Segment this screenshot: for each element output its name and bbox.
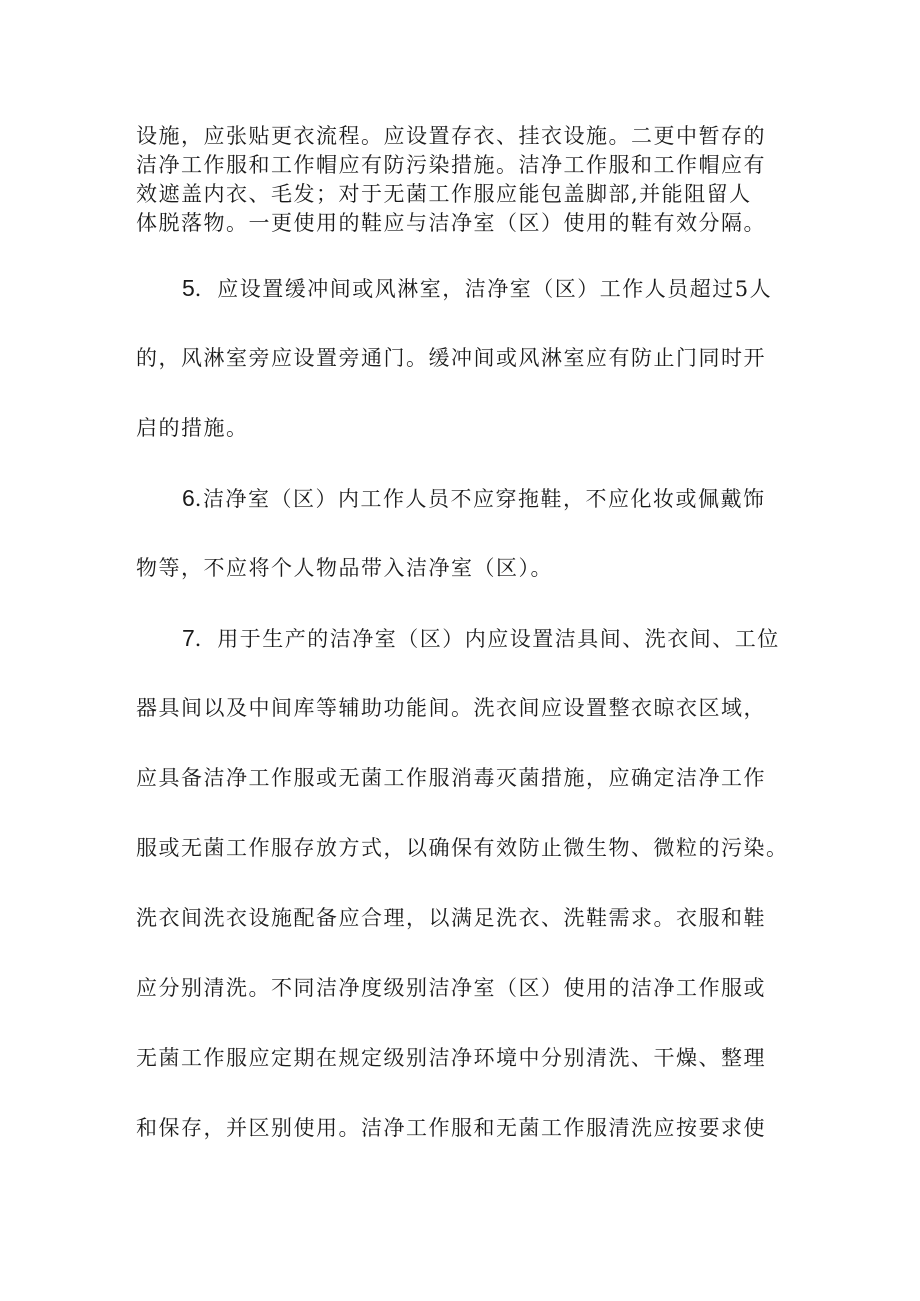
paragraph-line: 体脱落物。一更使用的鞋应与洁净室（区）使用的鞋有效分隔。 <box>136 211 766 235</box>
item-6-first-line <box>182 487 765 510</box>
item-text: .洁净室（区）内工作人员不应穿拖鞋，不应化妆或佩戴饰 <box>194 487 766 511</box>
paragraph-line: 服或无菌工作服存放方式，以确保有效防止微生物、微粒的污染。 <box>136 836 789 860</box>
item-5-first-line <box>182 277 772 300</box>
paragraph-line: 器具间以及中间库等辅助功能间。洗衣间应设置整衣晾衣区域， <box>136 696 766 720</box>
paragraph-line: 的，风淋室旁应设置旁通门。缓冲间或风淋室应有防止门同时开 <box>136 346 766 370</box>
paragraph-line: 和保存，并区别使用。洁净工作服和无菌工作服清洗应按要求使 <box>136 1116 766 1140</box>
paragraph-line: 效遮盖内衣、毛发；对于无菌工作服应能包盖脚部,并能阻留人 <box>136 182 752 206</box>
paragraph-line: 物等，不应将个人物品带入洁净室（区）。 <box>136 556 553 580</box>
paragraph-line: 启的措施。 <box>136 416 249 440</box>
paragraph-line: 洗衣间洗衣设施配备应合理，以满足洗衣、洗鞋需求。衣服和鞋 <box>136 906 766 930</box>
paragraph-line: 洁净工作服和工作帽应有防污染措施。洁净工作服和工作帽应有 <box>136 153 766 177</box>
paragraph-line: 应分别清洗。不同洁净度级别洁净室（区）使用的洁净工作服或 <box>136 976 766 1000</box>
item-7-first-line <box>182 627 780 650</box>
item-number: 6 <box>182 485 195 511</box>
item-number: 7 <box>182 625 195 651</box>
item-text: ．应设置缓冲间或风淋室，洁净室（区）工作人员超过5人 <box>194 277 773 301</box>
item-text: ．用于生产的洁净室（区）内应设置洁具间、洗衣间、工位 <box>194 627 780 651</box>
item-number: 5 <box>182 275 195 301</box>
paragraph-line: 应具备洁净工作服或无菌工作服消毒灭菌措施，应确定洁净工作 <box>136 766 766 790</box>
paragraph-line: 无菌工作服应定期在规定级别洁净环境中分别清洗、干燥、整理 <box>136 1046 766 1070</box>
paragraph-line: 设施，应张贴更衣流程。应设置存衣、挂衣设施。二更中暂存的 <box>136 124 766 148</box>
